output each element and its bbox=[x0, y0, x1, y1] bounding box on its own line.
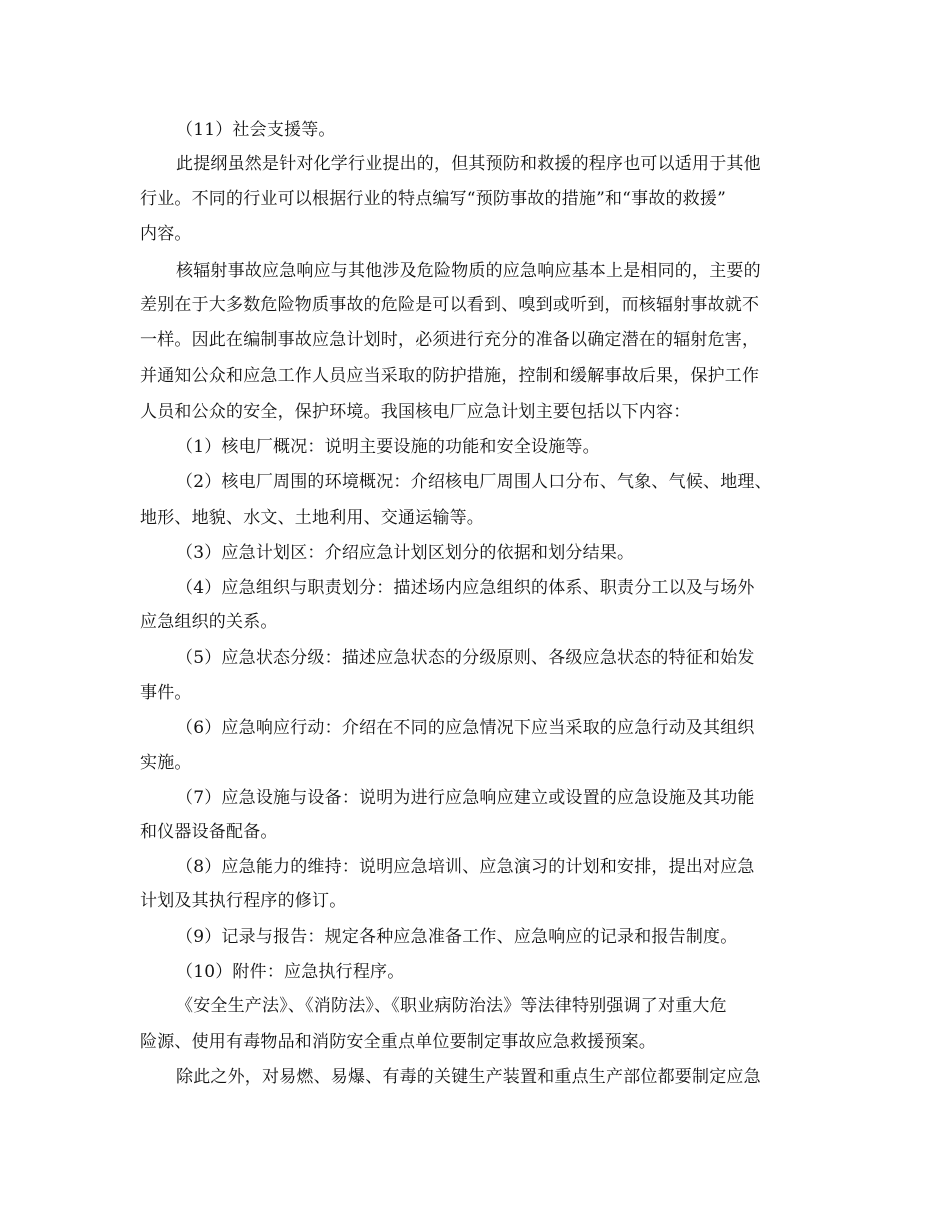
text-line: 人员和公众的安全，保护环境。我国核电厂应急计划主要包括以下内容： bbox=[140, 402, 691, 422]
text-line: 一样。因此在编制事故应急计划时，必须进行充分的准备以确定潜在的辐射危害， bbox=[140, 330, 760, 350]
text-line: （7）应急设施与设备：说明为进行应急响应建立或设置的应急设施及其功能 bbox=[176, 788, 755, 808]
text-line: 行业。不同的行业可以根据行业的特点编写“预防事故的措施”和“事故的救援” bbox=[140, 189, 726, 209]
text-line: 应急组织的关系。 bbox=[140, 612, 278, 632]
text-line: 并通知公众和应急工作人员应当采取的防护措施，控制和缓解事故后果，保护工作 bbox=[140, 366, 760, 386]
text-line: （8）应急能力的维持：说明应急培训、应急演习的计划和安排，提出对应急 bbox=[176, 857, 755, 877]
text-line: 地形、地貌、水文、土地利用、交通运输等。 bbox=[140, 508, 484, 528]
text-line: （10）附件：应急执行程序。 bbox=[176, 962, 405, 982]
text-line: （6）应急响应行动：介绍在不同的应急情况下应当采取的应急行动及其组织 bbox=[176, 718, 755, 738]
text-line: 核辐射事故应急响应与其他涉及危险物质的应急响应基本上是相同的，主要的 bbox=[176, 261, 761, 281]
text-line: （3）应急计划区：介绍应急计划区划分的依据和划分结果。 bbox=[176, 543, 635, 563]
text-line: 《安全生产法》、《消防法》、《职业病防治法》等法律特别强调了对重大危 bbox=[176, 996, 727, 1016]
text-line: （1）核电厂概况：说明主要设施的功能和安全设施等。 bbox=[176, 437, 600, 457]
text-line: 事件。 bbox=[140, 683, 192, 703]
text-line: （9）记录与报告：规定各种应急准备工作、应急响应的记录和报告制度。 bbox=[176, 927, 738, 947]
text-line: （2）核电厂周围的环境概况：介绍核电厂周围人口分布、气象、气候、地理、 bbox=[176, 472, 772, 492]
text-line: 此提纲虽然是针对化学行业提出的，但其预防和救援的程序也可以适用于其他 bbox=[176, 154, 761, 174]
text-line: 内容。 bbox=[140, 224, 192, 244]
text-line: 和仪器设备配备。 bbox=[140, 822, 278, 842]
text-line: 险源、使用有毒物品和消防安全重点单位要制定事故应急救援预案。 bbox=[140, 1032, 656, 1052]
text-line: 除此之外，对易燃、易爆、有毒的关键生产装置和重点生产部位都要制定应急 bbox=[176, 1067, 761, 1087]
text-line: （5）应急状态分级：描述应急状态的分级原则、各级应急状态的特征和始发 bbox=[176, 648, 755, 668]
text-line: 计划及其执行程序的修订。 bbox=[140, 891, 347, 911]
text-line: （4）应急组织与职责划分：描述场内应急组织的体系、职责分工以及与场外 bbox=[176, 578, 755, 598]
text-line: 实施。 bbox=[140, 753, 192, 773]
text-line: 差别在于大多数危险物质事故的危险是可以看到、嗅到或听到，而核辐射事故就不 bbox=[140, 295, 760, 315]
text-line: （11）社会支援等。 bbox=[176, 120, 336, 140]
